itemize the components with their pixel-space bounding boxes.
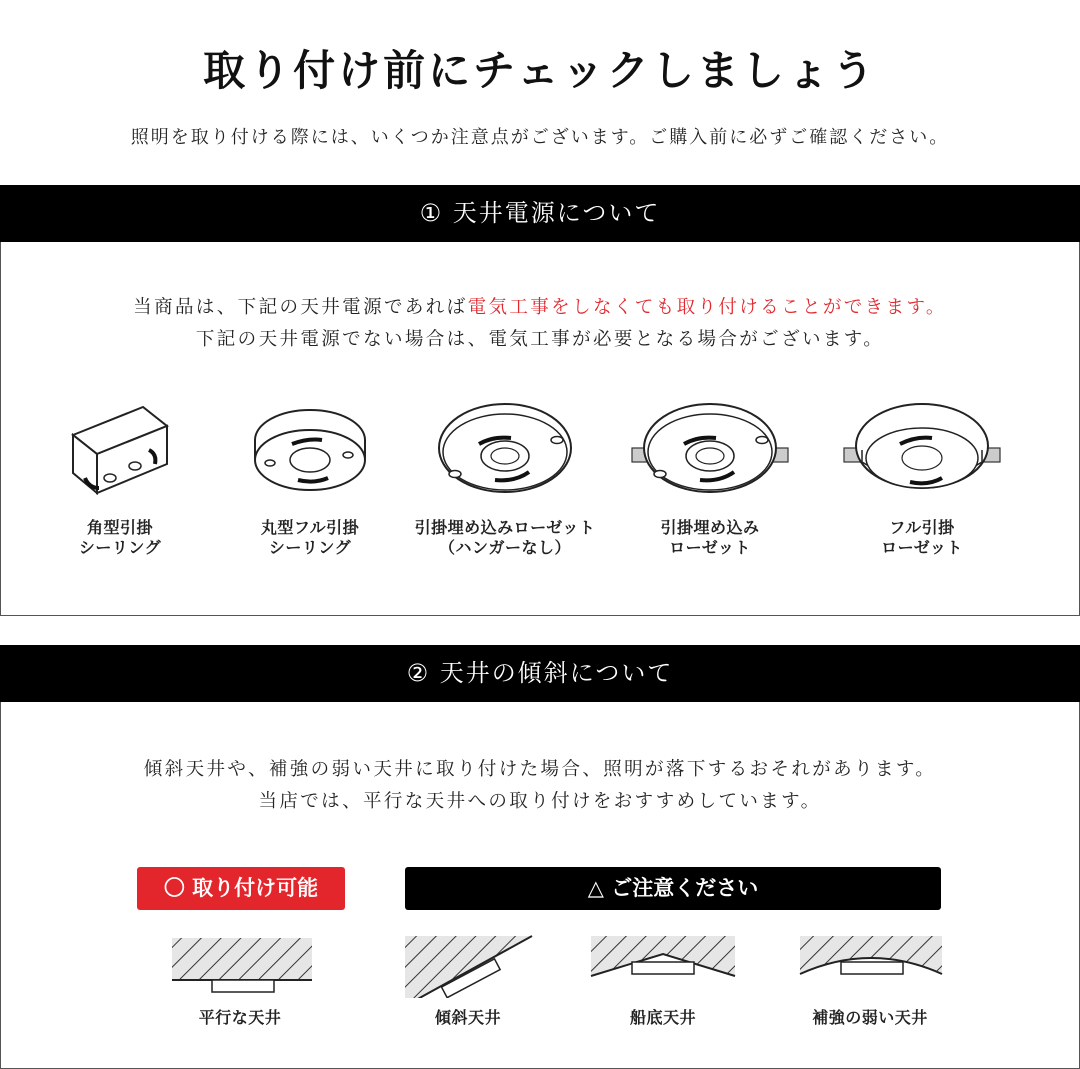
power-type-label-1: 角型引掛 xyxy=(86,518,153,537)
power-type-item xyxy=(610,400,810,558)
ceiling-type-item xyxy=(588,934,738,1028)
ceiling-type-item xyxy=(790,934,950,1028)
power-type-item xyxy=(405,400,605,558)
section1-line2: 下記の天井電源でない場合は、電気工事が必要となる場合がございます。 xyxy=(195,329,885,350)
section2-line2: 当店では、平行な天井への取り付けをおすすめしています。 xyxy=(258,791,822,812)
section2-heading: ② 天井の傾斜について xyxy=(0,645,1080,702)
power-type-item xyxy=(20,400,220,558)
ceiling-type-label: 傾斜天井 xyxy=(434,1008,501,1027)
power-type-label-2: シーリング xyxy=(78,538,162,557)
power-type-label-1: フル引掛 xyxy=(889,518,955,537)
boat-bottom-ceiling-icon xyxy=(588,934,738,998)
flat-ceiling-icon xyxy=(165,934,315,998)
full-hook-rosette-icon xyxy=(832,400,1012,500)
section1-line1-plain: 当商品は、下記の天井電源であれば xyxy=(133,297,468,318)
power-type-label-2: ローゼット xyxy=(881,538,963,557)
ceiling-type-item xyxy=(398,934,538,1028)
power-type-label-1: 引掛埋め込みローゼット xyxy=(414,518,596,537)
power-type-item xyxy=(210,400,410,558)
ceiling-type-label: 補強の弱い天井 xyxy=(812,1008,928,1027)
ceiling-type-label: 船底天井 xyxy=(629,1008,696,1027)
embedded-rosette-no-hanger-icon xyxy=(435,400,575,500)
power-type-label-2: シーリング xyxy=(268,538,352,557)
section1-heading: ① 天井電源について xyxy=(0,185,1080,242)
power-type-label-1: 引掛埋め込み xyxy=(660,518,760,537)
section2-line1: 傾斜天井や、補強の弱い天井に取り付けた場合、照明が落下するおそれがあります。 xyxy=(143,759,937,780)
page-title: 取り付け前にチェックしましょう xyxy=(203,46,877,95)
sloped-ceiling-icon xyxy=(398,934,538,998)
intro-text: 照明を取り付ける際には、いくつか注意点がございます。ご購入前に必ずご確認ください。 xyxy=(130,127,950,148)
power-type-label-2: （ハンガーなし） xyxy=(438,538,571,557)
caution-badge: △ ご注意ください xyxy=(405,867,941,910)
power-type-label-2: ローゼット xyxy=(669,538,751,557)
square-hook-ceiling-icon xyxy=(65,400,175,500)
installable-badge: 〇 取り付け可能 xyxy=(137,867,345,910)
section1-line1 xyxy=(0,292,1080,324)
section1-line1-highlight: 電気工事をしなくても取り付けることができます。 xyxy=(467,297,947,318)
round-full-hook-ceiling-icon xyxy=(250,400,370,500)
ceiling-type-item xyxy=(160,934,320,1028)
power-type-label-1: 丸型フル引掛 xyxy=(260,518,360,537)
embedded-rosette-icon xyxy=(620,400,800,500)
ceiling-type-label: 平行な天井 xyxy=(198,1008,282,1027)
power-type-item xyxy=(822,400,1022,558)
weak-reinforcement-ceiling-icon xyxy=(795,934,945,998)
